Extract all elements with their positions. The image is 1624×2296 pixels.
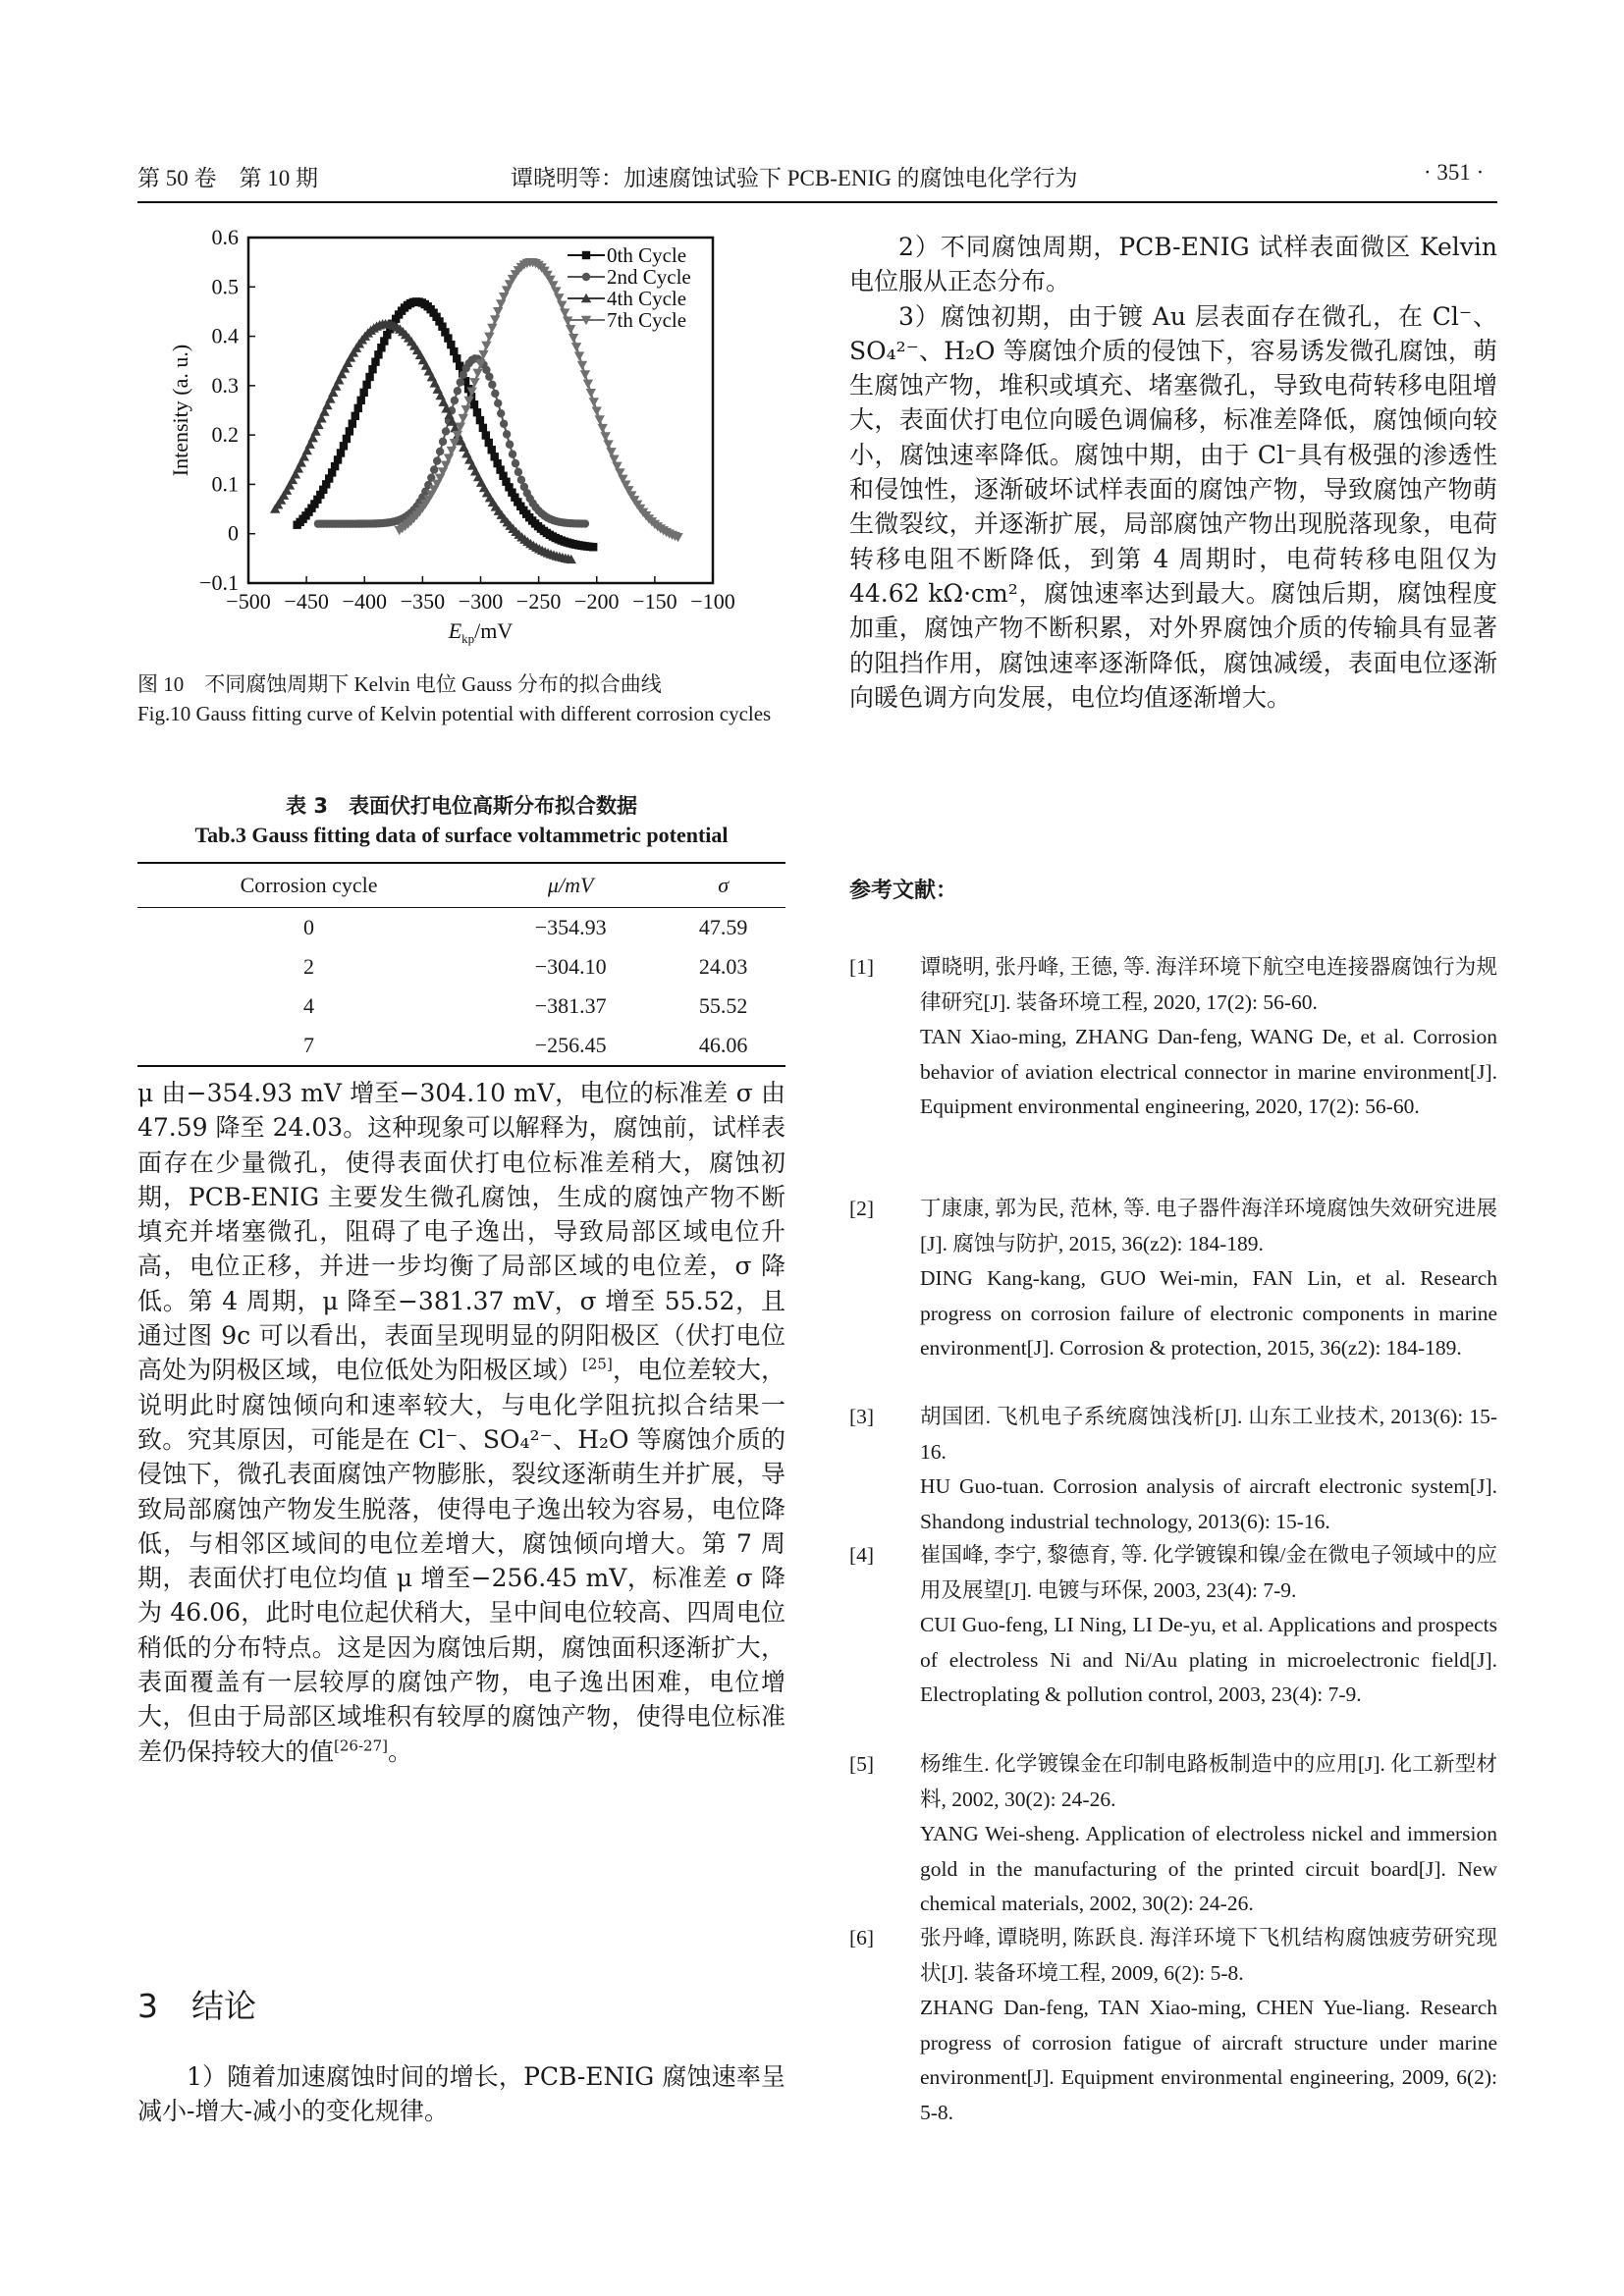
x-tick-label: −200 bbox=[574, 589, 620, 614]
table-title-cn: 表 3 表面伏打电位高斯分布拟合数据 bbox=[286, 794, 637, 818]
reference-cn: 张丹峰, 谭晓明, 陈跃良. 海洋环境下飞机结构腐蚀疲劳研究现状[J]. 装备环境工程, 2009, 6(2): 5-8. bbox=[920, 1926, 1497, 1985]
y-axis-label: Intensity (a. u.) bbox=[168, 344, 192, 477]
reference-number: [1] bbox=[849, 955, 875, 979]
cell-sigma: 24.03 bbox=[698, 954, 748, 979]
cell-sigma: 47.59 bbox=[698, 915, 748, 939]
table-header-row bbox=[137, 863, 785, 908]
volume-issue: 第 50 卷 第 10 期 bbox=[137, 166, 318, 190]
reference-en: ZHANG Dan-feng, TAN Xiao-ming, CHEN Yue-liang. Research progress of corrosion fatigue of aircraft structure under marine environment[J]. Equipment environmental engineering, 2009, 6(2): 5-8. bbox=[920, 1996, 1497, 2124]
body-paragraph bbox=[137, 1076, 785, 1769]
table-row bbox=[137, 987, 785, 1026]
y-tick-label: −0.1 bbox=[199, 570, 239, 595]
reference-item bbox=[849, 1538, 1497, 1713]
reference-cn: 丁康康, 郭为民, 范林, 等. 电子器件海洋环境腐蚀失效研究进展[J]. 腐蚀与防护, 2015, 36(z2): 184-189. bbox=[920, 1197, 1497, 1255]
paragraph-text: ，电位差较大，说明此时腐蚀倾向和速率较大，与电化学阻抗拟合结果一致。究其原因，可能是在 Cl⁻、SO₄²⁻、H₂O 等腐蚀介质的侵蚀下，微孔表面腐蚀产物膨胀，裂纹逐渐萌生并扩展，导致局部腐蚀产物发生脱落，使得电子逸出较为容易，电位降低，与相邻区域间的电位差增大，腐蚀倾向增大。第 7 周期，表面伏打电位均值 μ 增至−256.45 mV，标准差 σ 降为 46.06，此时电位起伏稍大，呈中间电位较高、四周电位稍低的分布特点。这是因为腐蚀后期，腐蚀面积逐渐扩大，表面覆盖有一层较厚的腐蚀产物，电子逸出困难，电位增大，但由于局部区域堆积有较厚的腐蚀产物，使得电位标准差仍保持较大的值 bbox=[137, 1356, 785, 1766]
x-tick-label: −450 bbox=[284, 589, 329, 614]
reference-cn: 崔国峰, 李宁, 黎德育, 等. 化学镀镍和镍/金在微电子领域中的应用及展望[J]. 电镀与环保, 2003, 23(4): 7-9. bbox=[920, 1543, 1497, 1602]
paragraph-text: μ 由−354.93 mV 增至−304.10 mV，电位的标准差 σ 由 47.59 降至 24.03。这种现象可以解释为，腐蚀前，试样表面存在少量微孔，使得表面伏打电位标准差稍大，腐蚀初期，PCB-ENIG 主要发生微孔腐蚀，生成的腐蚀产物不断填充并堵塞微孔，阻碍了电子逸出，导致局部区域电位升高，电位正移，并进一步均衡了局部区域的电位差，σ 降低。第 4 周期，μ 降至−381.37 mV，σ 增至 55.52，且通过图 9c 可以看出，表面呈现明显的阴阳极区（伏打电位高处为阴极区域，电位低处为阳极区域） bbox=[137, 1079, 785, 1385]
y-tick-label: 0.6 bbox=[211, 226, 239, 249]
y-tick-label: 0.5 bbox=[211, 274, 239, 299]
paragraph-text: 。 bbox=[387, 1736, 412, 1766]
reference-item bbox=[849, 1400, 1497, 1539]
left-column-body bbox=[137, 1076, 785, 1769]
reference-item bbox=[849, 1192, 1497, 1366]
figure-10-chart bbox=[157, 226, 746, 667]
x-tick-label: −350 bbox=[400, 589, 446, 614]
table-row bbox=[137, 947, 785, 987]
running-title: 谭晓明等：加速腐蚀试验下 PCB-ENIG 的腐蚀电化学行为 bbox=[511, 166, 1078, 190]
reference-en: DING Kang-kang, GUO Wei-min, FAN Lin, et al. Research progress on corrosion failure of electronic components in marine environment[J]. Corrosion & protection, 2015, 36(z2): 184-189. bbox=[920, 1266, 1497, 1360]
cell-mu: −256.45 bbox=[480, 1026, 661, 1066]
reference-cn: 杨维生. 化学镀镍金在印制电路板制造中的应用[J]. 化工新型材料, 2002, 30(2): 24-26. bbox=[920, 1752, 1497, 1811]
legend-entry: 4th Cycle bbox=[607, 287, 687, 310]
y-tick-label: 0.1 bbox=[211, 471, 239, 497]
col-header-sigma: σ bbox=[661, 863, 785, 908]
x-tick-label: −250 bbox=[515, 589, 562, 614]
gauss-fitting-plot bbox=[157, 226, 746, 667]
conclusion-left bbox=[137, 2059, 785, 2129]
figure-caption-en: Fig.10 Gauss fitting curve of Kelvin potential with different corrosion cycles bbox=[137, 702, 772, 725]
section-number: 3 bbox=[137, 1987, 158, 2025]
page-number: · 351 · bbox=[1424, 160, 1485, 185]
reference-number: [6] bbox=[849, 1926, 875, 1949]
reference-cn: 胡国团. 飞机电子系统腐蚀浅析[J]. 山东工业技术, 2013(6): 15-16. bbox=[920, 1405, 1497, 1464]
header-rule bbox=[137, 201, 1497, 203]
reference-en: YANG Wei-sheng. Application of electroless nickel and immersion gold in the manufacturing of the printed circuit board[J]. New chemical materials, 2002, 30(2): 24-26. bbox=[920, 1822, 1497, 1915]
legend-entry: 7th Cycle bbox=[607, 308, 687, 332]
x-axis-label: $E_{kp}/mV$ bbox=[448, 618, 514, 646]
references-heading: 参考文献： bbox=[849, 879, 958, 903]
cell-sigma: 55.52 bbox=[698, 993, 748, 1018]
col-header-mu: μ/mV bbox=[480, 863, 661, 908]
cell-cycle: 7 bbox=[137, 1026, 480, 1066]
citation: [25] bbox=[582, 1356, 613, 1374]
x-tick-label: −500 bbox=[226, 589, 271, 614]
reference-item bbox=[849, 950, 1497, 1125]
table-title-en: Tab.3 Gauss fitting data of surface voltammetric potential bbox=[194, 823, 729, 847]
cell-cycle: 2 bbox=[303, 954, 315, 979]
reference-en: CUI Guo-feng, LI Ning, LI De-yu, et al. Applications and prospects of electroless Ni and Ni/Au plating in microelectronic field[J]. Electroplating & pollution control, 2003, 23(4): 7-9. bbox=[920, 1613, 1497, 1706]
reference-en: HU Guo-tuan. Corrosion analysis of aircraft electronic system[J]. Shandong industrial technology, 2013(6): 15-16. bbox=[920, 1474, 1497, 1533]
x-tick-label: −300 bbox=[458, 589, 504, 614]
cell-cycle: 4 bbox=[303, 993, 315, 1018]
conclusion-item-2: 2）不同腐蚀周期，PCB-ENIG 试样表面微区 Kelvin 电位服从正态分布。 bbox=[849, 233, 1497, 296]
table-row bbox=[137, 908, 785, 948]
reference-number: [4] bbox=[849, 1543, 875, 1567]
cell-mu: −354.93 bbox=[534, 915, 607, 939]
cell-mu: −304.10 bbox=[534, 954, 607, 979]
conclusion-item-3: 3）腐蚀初期，由于镀 Au 层表面存在微孔，在 Cl⁻、SO₄²⁻、H₂O 等腐蚀介质的侵蚀下，容易诱发微孔腐蚀，萌生腐蚀产物，堆积或填充、堵塞微孔，导致电荷转移电阻增大，表面伏打电位向暖色调偏移，标准差降低，腐蚀倾向较小，腐蚀速率降低。腐蚀中期，由于 Cl⁻具有极强的渗透性和侵蚀性，逐渐破坏试样表面的腐蚀产物，导致腐蚀产物萌生微裂纹，并逐渐扩展，局部腐蚀产物出现脱落现象，电荷转移电阻不断降低，到第 4 周期时，电荷转移电阻仅为 44.62 kΩ·cm²，腐蚀速率达到最大。腐蚀后期，腐蚀程度加重，腐蚀产物不断积累，对外界腐蚀介质的传输具有显著的阻挡作用，腐蚀速率逐渐降低，腐蚀减缓，表面电位逐渐向暖色调方向发展，电位均值逐渐增大。 bbox=[849, 301, 1497, 712]
conclusion-item-1: 1）随着加速腐蚀时间的增长，PCB-ENIG 腐蚀速率呈减小-增大-减小的变化规律。 bbox=[137, 2062, 785, 2126]
reference-number: [3] bbox=[849, 1405, 875, 1428]
gauss-fitting-table bbox=[137, 862, 785, 1067]
legend-entry: 2nd Cycle bbox=[607, 265, 691, 289]
y-tick-label: 0.4 bbox=[211, 323, 239, 348]
x-tick-label: −150 bbox=[632, 589, 677, 614]
reference-number: [5] bbox=[849, 1752, 875, 1776]
section-title: 结论 bbox=[191, 1987, 256, 2025]
x-tick-label: −100 bbox=[690, 589, 735, 614]
col-header-cycle: Corrosion cycle bbox=[137, 863, 480, 908]
y-tick-label: 0 bbox=[228, 520, 239, 546]
x-tick-label: −400 bbox=[342, 589, 387, 614]
cell-mu: −381.37 bbox=[534, 993, 607, 1018]
reference-item bbox=[849, 1747, 1497, 1922]
cell-cycle: 0 bbox=[303, 915, 315, 939]
reference-cn: 谭晓明, 张丹峰, 王德, 等. 海洋环境下航空电连接器腐蚀行为规律研究[J]. 装备环境工程, 2020, 17(2): 56-60. bbox=[920, 955, 1497, 1014]
reference-number: [2] bbox=[849, 1197, 875, 1220]
y-tick-label: 0.3 bbox=[211, 372, 239, 398]
y-tick-label: 0.2 bbox=[211, 422, 239, 448]
table-row bbox=[137, 1026, 785, 1066]
figure-caption-cn: 图 10 不同腐蚀周期下 Kelvin 电位 Gauss 分布的拟合曲线 bbox=[137, 672, 662, 696]
reference-en: TAN Xiao-ming, ZHANG Dan-feng, WANG De, et al. Corrosion behavior of aviation electrical connector in marine environment[J]. Equipment environmental engineering, 2020, 17(2): 56-60. bbox=[920, 1025, 1497, 1118]
citation: [26-27] bbox=[334, 1736, 388, 1755]
section-heading-conclusion bbox=[137, 1981, 256, 2027]
legend-entry: 0th Cycle bbox=[607, 243, 687, 267]
conclusion-right bbox=[849, 230, 1497, 715]
reference-item bbox=[849, 1921, 1497, 2130]
cell-sigma: 46.06 bbox=[661, 1026, 785, 1066]
